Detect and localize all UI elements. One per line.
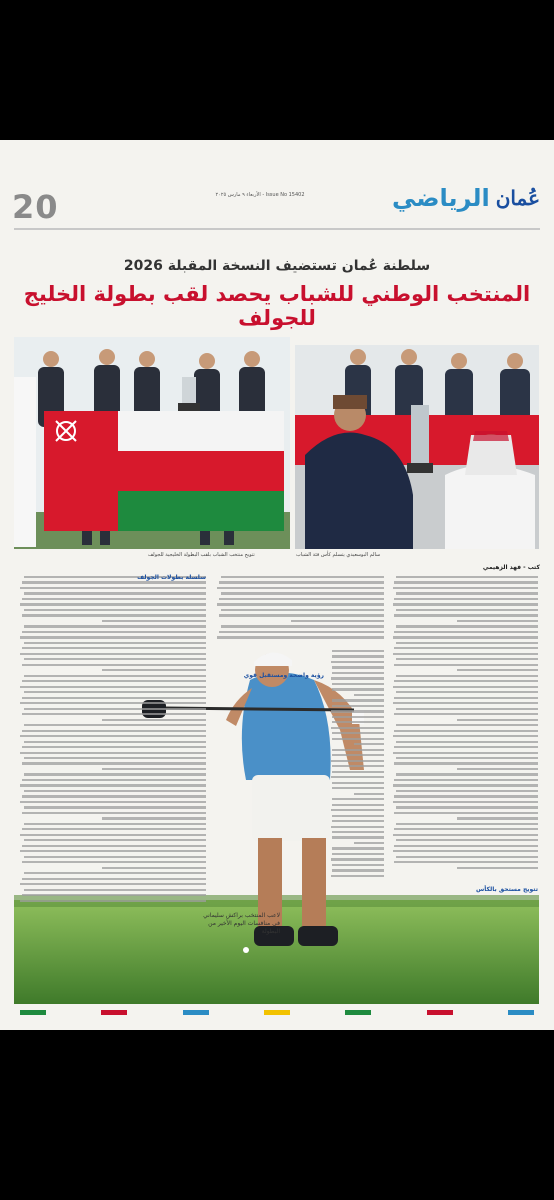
text-line	[331, 826, 384, 828]
text-line	[24, 691, 206, 693]
text-line	[102, 620, 207, 622]
text-line	[217, 636, 384, 638]
text-line	[394, 631, 538, 633]
subhead-right	[390, 882, 538, 894]
text-line	[394, 730, 538, 732]
text-line	[22, 713, 206, 715]
text-line	[332, 798, 384, 800]
text-line	[221, 592, 384, 594]
golfer-caption: لاعب المنتخب براكش سليماني في منافسات اليوم الأخير من البطولة	[203, 912, 280, 935]
text-line	[394, 713, 538, 715]
text-line	[24, 592, 206, 594]
text-line	[332, 699, 384, 701]
text-line	[24, 658, 206, 660]
text-line	[396, 741, 538, 743]
text-line	[354, 793, 384, 795]
text-line	[457, 817, 538, 819]
text-line	[22, 697, 206, 699]
text-line	[22, 828, 206, 830]
text-line	[394, 598, 538, 600]
text-line	[332, 831, 384, 833]
text-line	[394, 845, 538, 847]
text-line	[332, 864, 384, 866]
text-line	[102, 817, 207, 819]
text-line	[396, 691, 538, 693]
text-line	[22, 647, 206, 649]
column-text-right	[390, 576, 538, 876]
color-swatch	[183, 1010, 209, 1015]
newspaper-page	[0, 140, 554, 1030]
text-line	[332, 716, 384, 718]
photo-caption-left: تتويج منتخب الشباب بلقب البطولة الخليجية للجولف	[148, 552, 255, 558]
text-line	[332, 869, 384, 871]
text-line	[22, 795, 206, 797]
text-line	[332, 754, 384, 756]
text-line	[393, 850, 538, 852]
text-line	[332, 820, 384, 822]
text-line	[22, 614, 206, 616]
text-line	[396, 625, 538, 627]
text-line	[396, 642, 538, 644]
text-line	[332, 804, 384, 806]
text-line	[291, 620, 385, 622]
masthead	[392, 184, 540, 212]
text-line	[20, 850, 206, 852]
text-line	[332, 771, 384, 773]
text-line	[22, 598, 206, 600]
text-line	[354, 694, 384, 696]
color-swatch	[20, 1010, 46, 1015]
text-line	[393, 587, 538, 589]
text-line	[393, 636, 538, 638]
text-line	[219, 614, 384, 616]
text-line	[102, 867, 207, 869]
text-line	[354, 743, 384, 745]
text-line	[332, 688, 384, 690]
text-line	[394, 664, 538, 666]
text-line	[332, 705, 384, 707]
text-line	[102, 669, 207, 671]
text-line	[393, 702, 538, 704]
text-line	[332, 853, 384, 855]
text-line	[22, 894, 206, 896]
text-line	[20, 653, 206, 655]
text-line	[24, 823, 206, 825]
text-line	[24, 790, 206, 792]
text-line	[396, 806, 538, 808]
text-line	[20, 702, 206, 704]
text-line	[24, 724, 206, 726]
text-line	[24, 741, 206, 743]
column-text-left	[16, 576, 206, 916]
text-line	[332, 732, 384, 734]
text-line	[394, 581, 538, 583]
text-line	[457, 719, 538, 721]
trophy-handover-photo	[295, 345, 539, 549]
photo-caption-right: سالم البوسعيدي يتسلم كأس فئة الشباب	[296, 552, 381, 558]
text-line	[20, 900, 206, 902]
text-line	[331, 776, 384, 778]
text-line	[396, 609, 538, 611]
text-line	[394, 779, 538, 781]
text-line	[24, 642, 206, 644]
text-line	[457, 768, 538, 770]
text-line	[393, 752, 538, 754]
column-text-mid-lower	[330, 650, 384, 880]
text-line	[396, 823, 538, 825]
text-line	[219, 631, 384, 633]
text-line	[394, 812, 538, 814]
text-line	[20, 834, 206, 836]
text-line	[22, 680, 206, 682]
text-line	[24, 839, 206, 841]
text-line	[20, 603, 206, 605]
column-text-mid	[214, 576, 384, 646]
text-line	[332, 672, 384, 674]
text-line	[394, 828, 538, 830]
text-line	[394, 762, 538, 764]
page-number: 20	[12, 188, 59, 226]
trophy-handover-illustration	[295, 345, 539, 549]
subhead-vision: رؤية واضحة ومستقبل قوي	[243, 672, 324, 679]
text-line	[396, 839, 538, 841]
text-line	[457, 669, 538, 671]
text-line	[396, 790, 538, 792]
newspaper-logo: عُمان	[495, 186, 540, 210]
team-flag-illustration	[14, 337, 290, 549]
text-line	[331, 809, 384, 811]
text-line	[332, 721, 384, 723]
text-line	[24, 806, 206, 808]
article-kicker: سلطنة عُمان تستضيف النسخة المقبلة 2026	[123, 258, 431, 274]
text-line	[22, 730, 206, 732]
text-line	[457, 620, 538, 622]
team-flag-photo	[14, 337, 290, 549]
section-title: الرياضي	[392, 184, 490, 212]
text-line	[332, 655, 384, 657]
text-line	[102, 719, 207, 721]
color-swatch	[345, 1010, 371, 1015]
text-line	[219, 598, 384, 600]
text-line	[332, 787, 384, 789]
text-line	[396, 675, 538, 677]
article-byline: كتب - فهد الزهيمي	[482, 564, 540, 571]
text-line	[393, 735, 538, 737]
text-line	[24, 856, 206, 858]
text-line	[24, 625, 206, 627]
text-line	[396, 576, 538, 578]
text-line	[221, 625, 384, 627]
text-line	[332, 650, 384, 652]
text-line	[24, 889, 206, 891]
text-line	[332, 749, 384, 751]
text-line	[332, 815, 384, 817]
text-line	[22, 845, 206, 847]
text-line	[24, 757, 206, 759]
text-line	[22, 779, 206, 781]
text-line	[394, 697, 538, 699]
text-line	[331, 875, 384, 877]
text-line	[394, 647, 538, 649]
text-line	[332, 666, 384, 668]
text-line	[24, 872, 206, 874]
text-line	[20, 587, 206, 589]
print-color-bar	[20, 1010, 534, 1018]
dateline: الأربعاء ٩ مارس ٢٠٢٥ - Issue No 15402	[215, 192, 305, 198]
text-line	[20, 784, 206, 786]
text-line	[22, 664, 206, 666]
text-line	[219, 581, 384, 583]
subhead-trophy: تتويج مستحق بالكأس	[475, 886, 538, 893]
color-swatch	[427, 1010, 453, 1015]
text-line	[396, 724, 538, 726]
text-line	[393, 784, 538, 786]
text-line	[394, 861, 538, 863]
text-line	[221, 609, 384, 611]
text-line	[22, 861, 206, 863]
text-line	[457, 867, 538, 869]
text-line	[393, 653, 538, 655]
text-line	[394, 614, 538, 616]
subhead-mid	[214, 668, 324, 680]
text-line	[20, 801, 206, 803]
text-line	[393, 686, 538, 688]
text-line	[24, 609, 206, 611]
text-line	[102, 768, 207, 770]
article-headline: المنتخب الوطني للشباب يحصد لقب بطولة الخليج للجولف	[23, 282, 531, 330]
text-line	[332, 847, 384, 849]
subhead-left	[16, 570, 206, 582]
text-line	[396, 658, 538, 660]
text-line	[332, 836, 384, 838]
text-line	[217, 587, 384, 589]
text-line	[396, 708, 538, 710]
text-line	[331, 760, 384, 762]
text-line	[331, 661, 384, 663]
text-line	[22, 878, 206, 880]
text-line	[354, 842, 384, 844]
text-line	[24, 773, 206, 775]
text-line	[20, 735, 206, 737]
header-divider	[14, 228, 540, 230]
text-line	[331, 710, 384, 712]
text-line	[22, 762, 206, 764]
text-line	[393, 834, 538, 836]
color-swatch	[508, 1010, 534, 1015]
text-line	[394, 746, 538, 748]
text-line	[20, 883, 206, 885]
text-line	[396, 592, 538, 594]
subhead-series: سلسلة بطولات الجولف	[137, 574, 206, 581]
text-line	[24, 708, 206, 710]
text-line	[217, 603, 384, 605]
text-line	[22, 746, 206, 748]
text-line	[331, 727, 384, 729]
text-line	[396, 757, 538, 759]
text-line	[396, 773, 538, 775]
text-line	[331, 677, 384, 679]
text-line	[393, 603, 538, 605]
text-line	[22, 812, 206, 814]
color-swatch	[101, 1010, 127, 1015]
text-line	[20, 686, 206, 688]
color-swatch	[264, 1010, 290, 1015]
text-line	[394, 795, 538, 797]
text-line	[22, 631, 206, 633]
text-line	[332, 738, 384, 740]
text-line	[394, 680, 538, 682]
text-line	[221, 576, 384, 578]
text-line	[332, 782, 384, 784]
text-line	[393, 801, 538, 803]
text-line	[332, 765, 384, 767]
text-line	[396, 856, 538, 858]
text-line	[24, 675, 206, 677]
text-line	[20, 752, 206, 754]
text-line	[332, 683, 384, 685]
text-line	[20, 636, 206, 638]
text-line	[331, 858, 384, 860]
